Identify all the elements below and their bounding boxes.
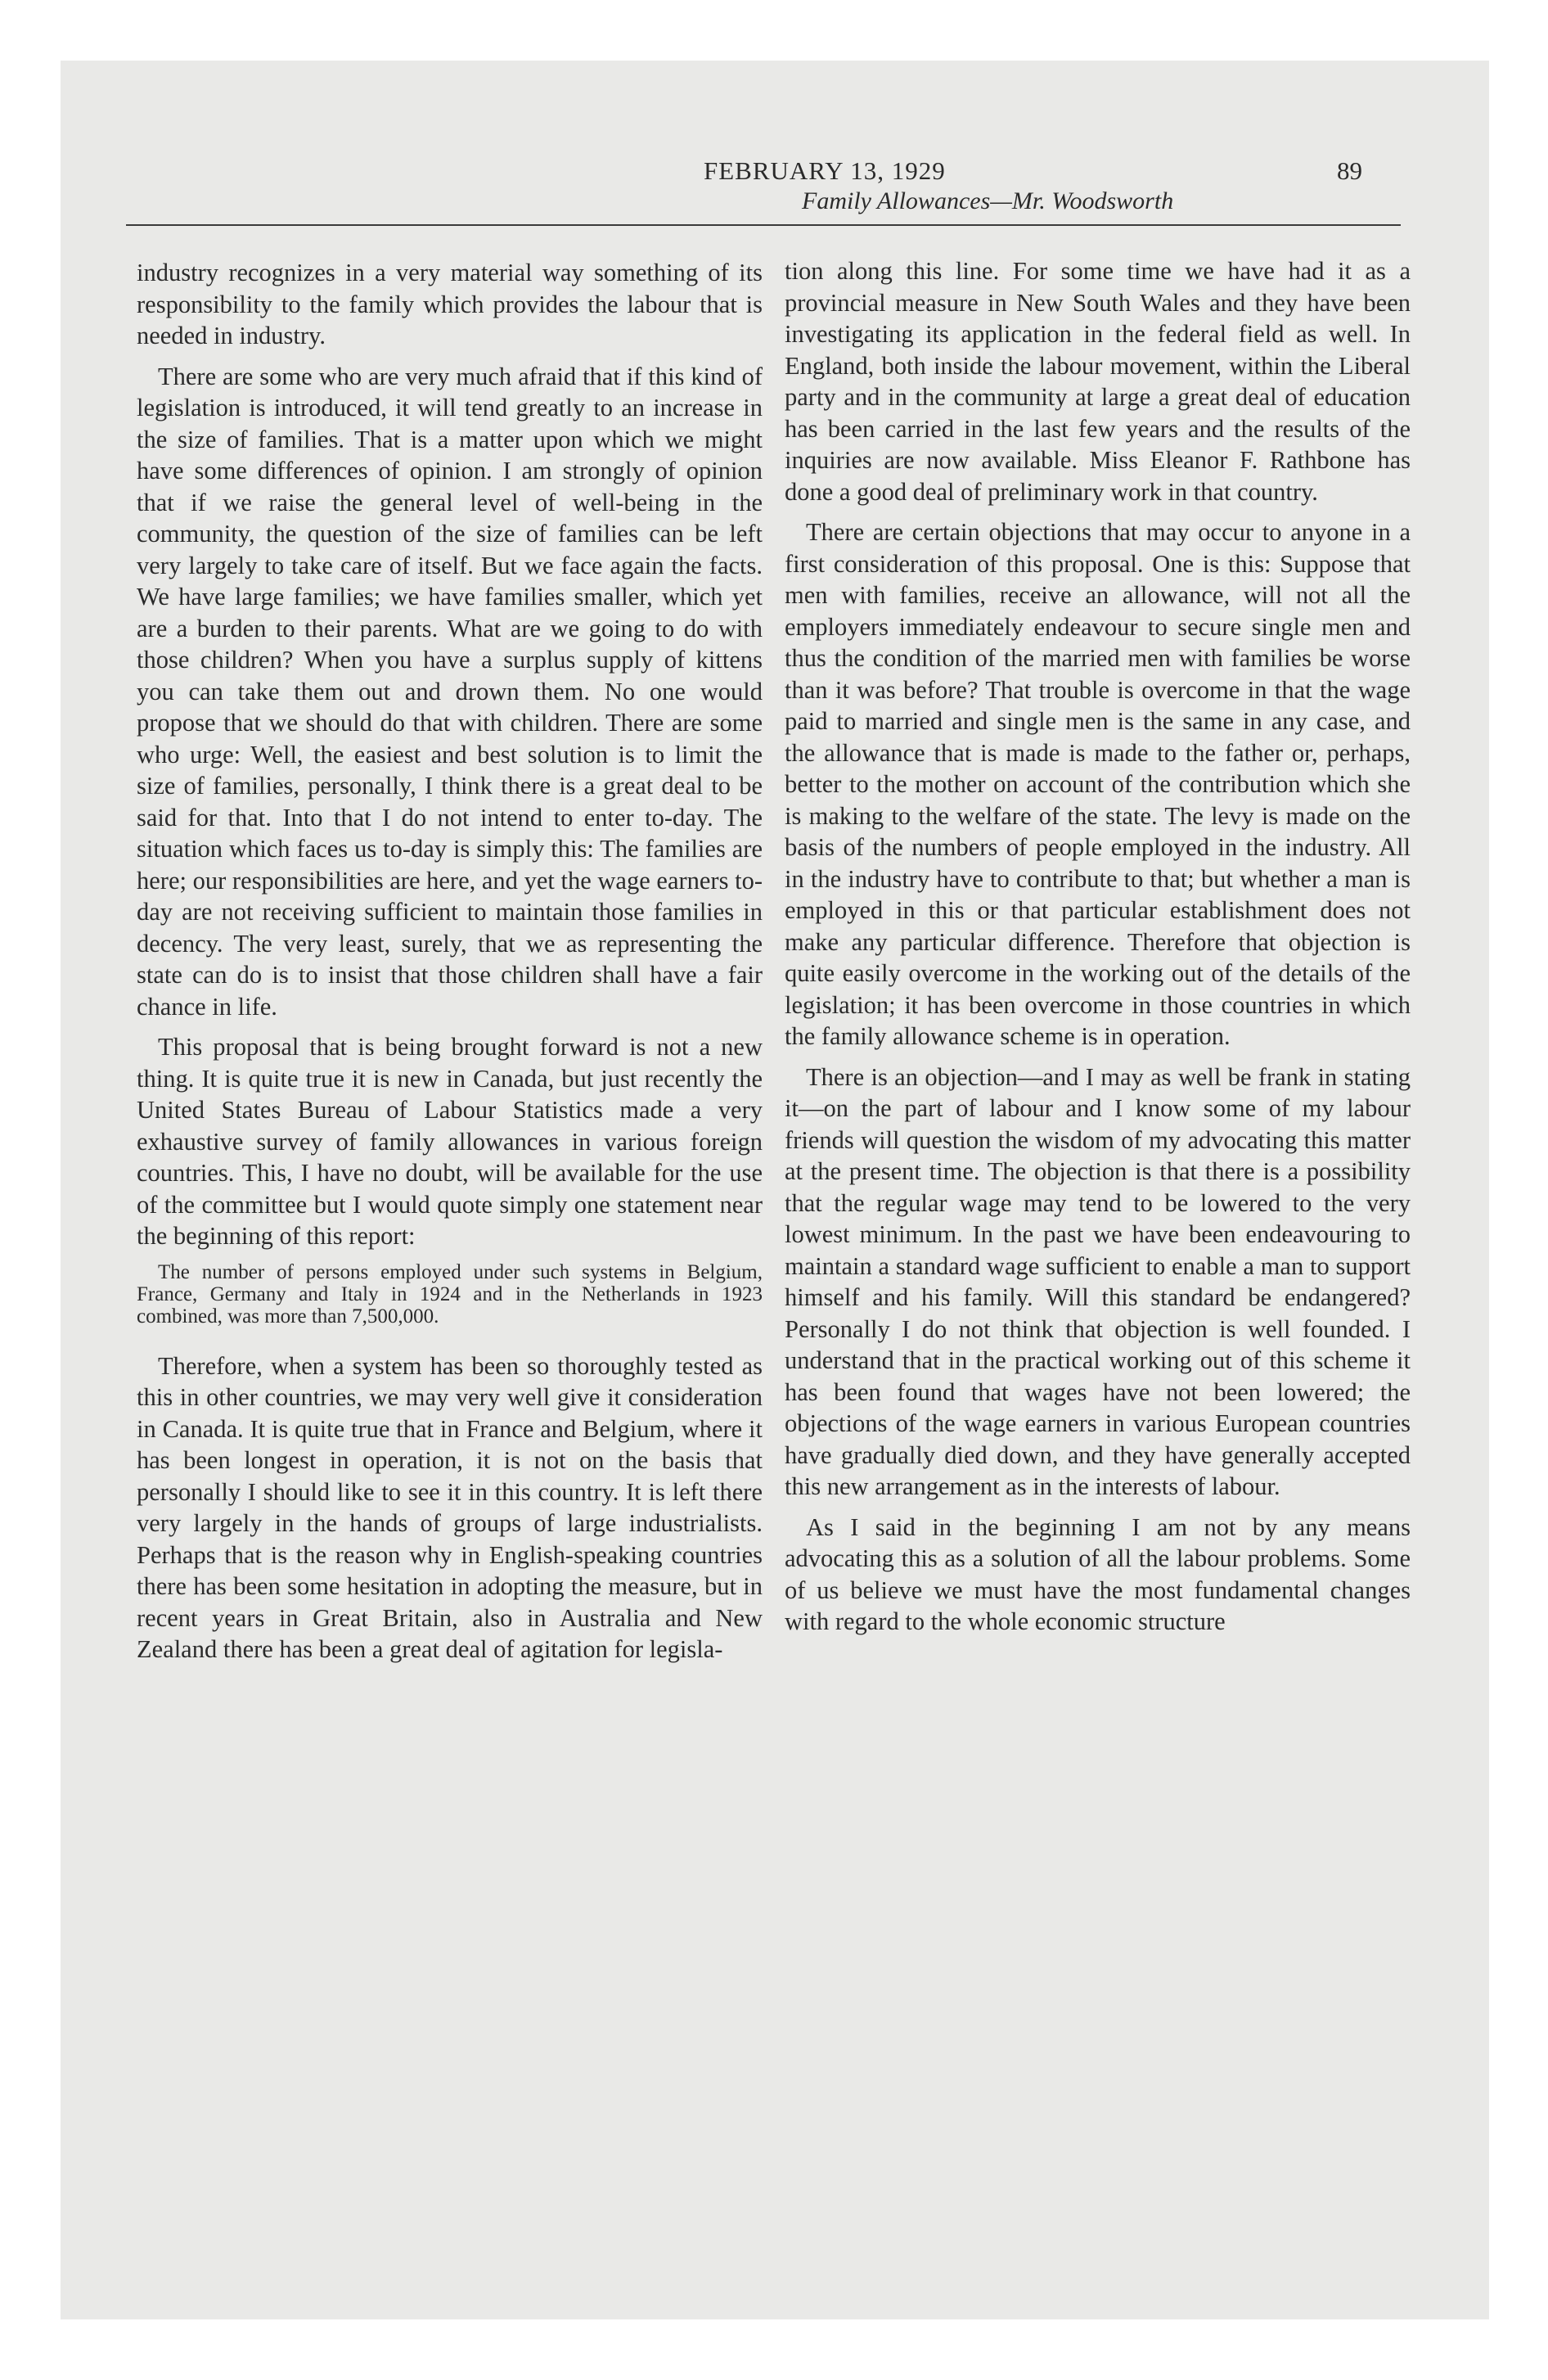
left-column — [137, 257, 763, 1675]
page — [61, 61, 1489, 2319]
page-number: 89 — [1337, 156, 1362, 185]
header-date: FEBRUARY 13, 1929 — [704, 156, 946, 185]
paragraph: industry recognizes in a very material way something of its responsibility to the family which provides the labour that is needed in industry. — [137, 259, 763, 349]
paragraph: There are certain objections that may occur to anyone in a first consideration of this proposal. One is this: Suppose that men with families, receive an allowance, will not all the employers immediately endeavour to secure single men and thus the condition of the married men with families be worse than it was before? That trouble is overcome in that the wage paid to married and single men is the same in any case, and the allowance that is made is made to the father or, perhaps, better to the mother on account of the contribution which she is making to the welfare of the state. The levy is made on the basis of the numbers of people employed in the industry. All in the industry have to contribute to that; but whether a man is employed in this or that particular establishment does not make any particular difference. Therefore that objection is quite easily overcome in the working out of the details of the legislation; it has been overcome in those countries in which the family allowance scheme is in operation. — [785, 518, 1411, 1050]
paragraph: This proposal that is being brought forward is not a new thing. It is quite true it is new in Canada, but just recently the United States Bureau of Labour Statistics made a very exhaustive survey of family allowances in various foreign countries. This, I have no doubt, will be available for the use of the committee but I would quote simply one statement near the beginning of this report: — [137, 1033, 763, 1250]
running-title: Family Allowances—Mr. Woodsworth — [802, 187, 1174, 214]
right-column — [785, 255, 1411, 1647]
block-quote: The number of persons employed under such systems in Belgium, France, Germany and Italy in 1924 and in the Netherlands in 1923 combined, was more than 7,500,000. — [137, 1260, 763, 1327]
header-rule — [126, 224, 1401, 226]
paragraph: There are some who are very much afraid that if this kind of legislation is introduced, it will tend greatly to an increase in the size of families. That is a matter upon which we might have some differences of opinion. I am strongly of opinion that if we raise the general level of well-being in the community, the question of the size of families can be left very largely to take care of itself. But we face again the facts. We have large families; we have families smaller, which yet are a burden to their parents. What are we going to do with those children? When you have a surplus supply of kittens you can take them out and drown them. No one would propose that we should do that with children. There are some who urge: Well, the easiest and best solution is to limit the size of families, personally, I think there is a great deal to be said for that. Into that I do not intend to enter to-day. The situation which faces us to-day is simply this: The families are here; our responsibilities are here, and yet the wage earners to-day are not receiving sufficient to maintain those families in decency. The very least, surely, that we as representing the state can do is to insist that those children shall have a fair chance in life. — [137, 362, 763, 1021]
paragraph: There is an objection—and I may as well be frank in stating it—on the part of labour and I know some of my labour friends will question the wisdom of my advocating this matter at the present time. The objection is that there is a possibility that the regular wage may tend to be lowered to the very lowest minimum. In the past we have been endeavouring to maintain a standard wage sufficient to enable a man to support himself and his family. Will this standard be endangered? Personally I do not think that objection is well founded. I understand that in the practical working out of this scheme it has been found that wages have not been lowered; the objections of the wage earners in various European countries have gradually died down, and they have generally accepted this new arrangement as in the interests of labour. — [785, 1062, 1411, 1500]
paragraph: As I said in the beginning I am not by any means advocating this as a solution of all the labour problems. Some of us believe we must have the most fundamental changes with regard to the whole economic structure — [785, 1512, 1411, 1635]
paragraph: Therefore, when a system has been so thoroughly tested as this in other countries, we may very well give it consideration in Canada. It is quite true that in France and Belgium, where it has been longest in operation, it is not on the basis that personally I should like to see it in this country. It is left there very largely in the hands of groups of large industrialists. Perhaps that is the reason why in English-speaking countries there has been some hesitation in adopting the measure, but in recent years in Great Britain, also in Australia and New Zealand there has been a great deal of agitation for legisla- — [137, 1351, 763, 1663]
paragraph: tion along this line. For some time we have had it as a provincial measure in New South Wales and they have been investigating its application in the federal field as well. In England, both inside the labour movement, within the Liberal party and in the community at large a great deal of education has been carried in the last few years and the results of the inquiries are now available. Miss Eleanor F. Rathbone has done a good deal of preliminary work in that country. — [785, 257, 1411, 506]
